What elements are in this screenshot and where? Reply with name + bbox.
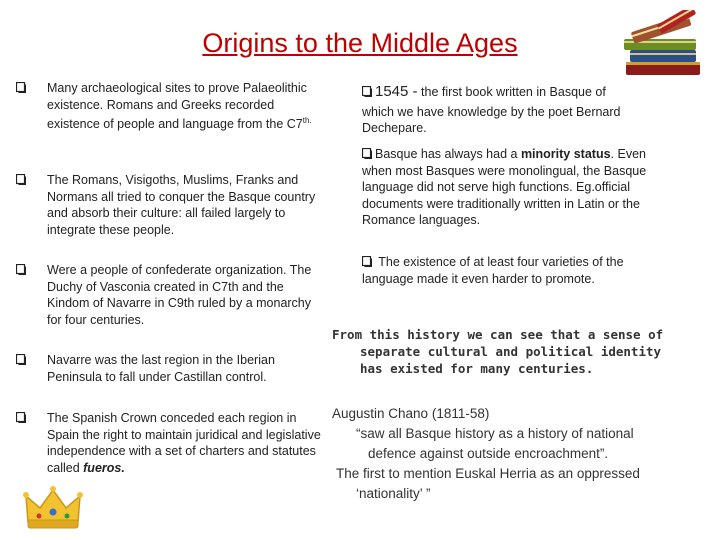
- bullet-emphasis: fueros.: [83, 460, 125, 475]
- bullet-superscript: th.: [302, 116, 312, 125]
- bullet-item: [16, 172, 326, 238]
- summary-statement: [332, 326, 672, 377]
- quote-line: The first to mention Euskal Herria as an oppressed: [336, 466, 640, 481]
- bullet-text: Navarre was the last region in the Iberian Peninsula to fall under Castillan control.: [47, 353, 275, 384]
- books-stack-icon: [618, 10, 710, 80]
- page-title: Origins to the Middle Ages: [202, 28, 518, 58]
- right-paragraph-2: [362, 146, 662, 229]
- summary-line-2: separate cultural and political identity has existed for many centuries.: [360, 344, 662, 376]
- checkbox-bullet-icon: [16, 412, 26, 423]
- paragraph-text: . Even when most Basques were monolingual, the Basque language did not serve high functions. Eg.official documents were traditionally written in Latin or the Romance languages.: [362, 147, 647, 227]
- checkbox-bullet-icon: [16, 82, 26, 93]
- checkbox-bullet-icon: [16, 264, 26, 275]
- bullet-item: [16, 410, 326, 476]
- checkbox-bullet-icon: [16, 354, 26, 365]
- bullet-text: The Spanish Crown conceded each region in Spain the right to maintain juridical and legislative independence with a set of charters and statutes called: [47, 411, 321, 475]
- crown-icon: [22, 484, 84, 532]
- paragraph-bold: minority status: [520, 147, 611, 161]
- bullet-item: [16, 80, 326, 133]
- paragraph-text: the first book written in Basque of: [421, 85, 606, 99]
- checkbox-bullet-icon: [362, 86, 372, 97]
- summary-line-1: From this history we can see that a sense of: [332, 327, 664, 342]
- year-label: 1545 -: [375, 83, 418, 100]
- paragraph-text: The existence of at least four varieties of the language made it even harder to promote.: [362, 255, 624, 286]
- quote-author: Augustin Chano (1811-58): [332, 406, 490, 421]
- bullet-text: Were a people of confederate organization. The Duchy of Vasconia created in C7th and the Kindom of Navarre in C9th ruled by a monarchy for four centuries.: [47, 263, 312, 327]
- checkbox-bullet-icon: [362, 256, 372, 267]
- right-paragraph-3: [362, 254, 662, 287]
- quote-line: defence against outside encroachment”.: [368, 446, 609, 461]
- right-paragraph-1: [362, 84, 662, 137]
- quote-line: ‘nationality’ ”: [356, 486, 431, 501]
- paragraph-text: Basque has always had a: [375, 147, 521, 161]
- bullet-text: Many archaeological sites to prove Palaeolithic existence. Romans and Greeks recorded existence of people and language from the C7: [47, 81, 307, 132]
- checkbox-bullet-icon: [16, 174, 26, 185]
- bullet-text: The Romans, Visigoths, Muslims, Franks and Normans all tried to conquer the Basque country and absorb their culture: all failed largely to integrate these people.: [47, 173, 316, 237]
- paragraph-text: which we have knowledge by the poet Bernard Dechepare.: [362, 104, 621, 135]
- quote-block: [332, 404, 692, 504]
- bullet-item: [16, 262, 326, 328]
- bullet-item: [16, 352, 326, 385]
- checkbox-bullet-icon: [362, 148, 372, 159]
- quote-line: “saw all Basque history as a history of national: [356, 426, 634, 441]
